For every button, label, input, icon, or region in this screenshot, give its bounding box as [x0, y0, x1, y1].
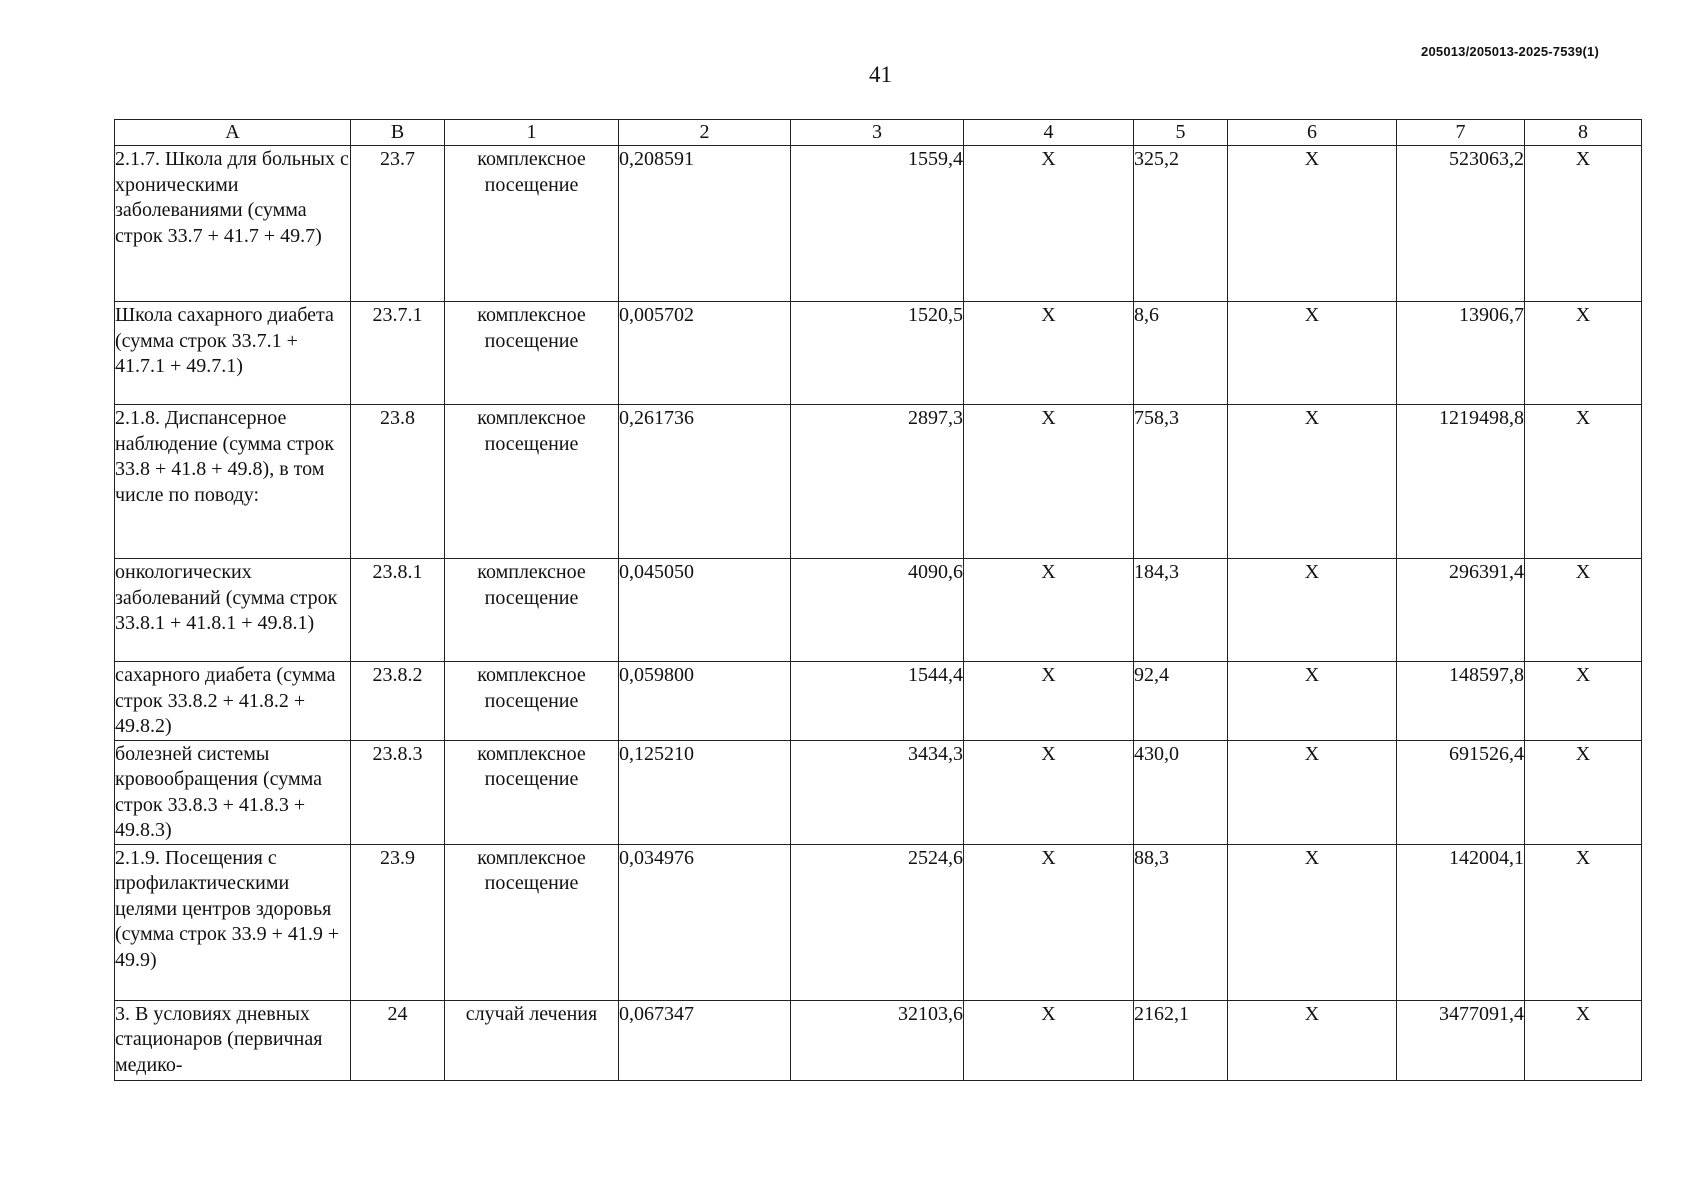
value-cell: 0,034976 [619, 844, 791, 1000]
value-cell: Х [964, 405, 1134, 559]
value-cell: 0,067347 [619, 1000, 791, 1080]
row-code: 23.8.1 [351, 559, 445, 662]
value-cell: 2897,3 [791, 405, 964, 559]
column-header: 2 [619, 120, 791, 146]
value-cell: 2524,6 [791, 844, 964, 1000]
value-cell: Х [1525, 662, 1642, 741]
value-cell: 88,3 [1134, 844, 1228, 1000]
row-label: 3. В условиях дневных стационаров (первичная медико- [115, 1000, 351, 1080]
value-cell: Х [1228, 1000, 1397, 1080]
value-cell: 3434,3 [791, 740, 964, 844]
row-label: Школа сахарного диабета (сумма строк 33.7.1 + 41.7.1 + 49.7.1) [115, 302, 351, 405]
value-cell: 1544,4 [791, 662, 964, 741]
value-cell: 758,3 [1134, 405, 1228, 559]
table-row [115, 1000, 1642, 1080]
row-label: 2.1.7. Школа для больных с хроническими заболеваниями (сумма строк 33.7 + 41.7 + 49.7) [115, 146, 351, 302]
table-row [115, 405, 1642, 559]
value-cell: Х [1228, 662, 1397, 741]
value-cell: 1559,4 [791, 146, 964, 302]
value-cell: 0,208591 [619, 146, 791, 302]
value-cell: 184,3 [1134, 559, 1228, 662]
column-header: А [115, 120, 351, 146]
value-cell: 325,2 [1134, 146, 1228, 302]
column-header: 5 [1134, 120, 1228, 146]
value-cell: 32103,6 [791, 1000, 964, 1080]
column-header: 8 [1525, 120, 1642, 146]
row-label: 2.1.8. Диспансерное наблюдение (сумма строк 33.8 + 41.8 + 49.8), в том числе по поводу: [115, 405, 351, 559]
row-label: болезней системы кровообращения (сумма строк 33.8.3 + 41.8.3 + 49.8.3) [115, 740, 351, 844]
column-header: В [351, 120, 445, 146]
value-cell: Х [964, 740, 1134, 844]
data-table [114, 119, 1642, 1081]
value-cell: 4090,6 [791, 559, 964, 662]
document-id: 205013/205013-2025-7539(1) [1421, 44, 1599, 59]
column-header: 7 [1397, 120, 1525, 146]
value-cell: 523063,2 [1397, 146, 1525, 302]
value-cell: 142004,1 [1397, 844, 1525, 1000]
unit-cell: комплексное посещение [445, 662, 619, 741]
row-code: 23.8.3 [351, 740, 445, 844]
unit-cell: случай лечения [445, 1000, 619, 1080]
value-cell: Х [1525, 405, 1642, 559]
value-cell: 1520,5 [791, 302, 964, 405]
value-cell: Х [1525, 302, 1642, 405]
value-cell: 0,059800 [619, 662, 791, 741]
value-cell: Х [1228, 405, 1397, 559]
value-cell: 0,045050 [619, 559, 791, 662]
row-code: 23.8 [351, 405, 445, 559]
table-header-row [115, 120, 1642, 146]
value-cell: Х [1228, 740, 1397, 844]
table-row [115, 146, 1642, 302]
unit-cell: комплексное посещение [445, 844, 619, 1000]
value-cell: Х [964, 1000, 1134, 1080]
row-code: 23.8.2 [351, 662, 445, 741]
value-cell: Х [1525, 844, 1642, 1000]
table-row [115, 559, 1642, 662]
value-cell: 430,0 [1134, 740, 1228, 844]
table-row [115, 740, 1642, 844]
row-code: 24 [351, 1000, 445, 1080]
row-code: 23.7.1 [351, 302, 445, 405]
row-code: 23.9 [351, 844, 445, 1000]
column-header: 4 [964, 120, 1134, 146]
row-code: 23.7 [351, 146, 445, 302]
column-header: 1 [445, 120, 619, 146]
row-label: сахарного диабета (сумма строк 33.8.2 + 41.8.2 + 49.8.2) [115, 662, 351, 741]
value-cell: 691526,4 [1397, 740, 1525, 844]
value-cell: 2162,1 [1134, 1000, 1228, 1080]
column-header: 6 [1228, 120, 1397, 146]
value-cell: Х [1228, 844, 1397, 1000]
value-cell: Х [1525, 740, 1642, 844]
value-cell: Х [1525, 1000, 1642, 1080]
value-cell: 0,005702 [619, 302, 791, 405]
value-cell: Х [1525, 559, 1642, 662]
value-cell: Х [1228, 146, 1397, 302]
value-cell: 8,6 [1134, 302, 1228, 405]
value-cell: Х [964, 662, 1134, 741]
unit-cell: комплексное посещение [445, 146, 619, 302]
column-header: 3 [791, 120, 964, 146]
value-cell: Х [964, 559, 1134, 662]
value-cell: 296391,4 [1397, 559, 1525, 662]
value-cell: 13906,7 [1397, 302, 1525, 405]
unit-cell: комплексное посещение [445, 740, 619, 844]
unit-cell: комплексное посещение [445, 405, 619, 559]
value-cell: Х [1228, 559, 1397, 662]
unit-cell: комплексное посещение [445, 559, 619, 662]
page-number: 41 [869, 62, 892, 87]
value-cell: Х [1525, 146, 1642, 302]
value-cell: 1219498,8 [1397, 405, 1525, 559]
value-cell: Х [964, 146, 1134, 302]
value-cell: Х [964, 302, 1134, 405]
value-cell: 3477091,4 [1397, 1000, 1525, 1080]
value-cell: Х [1228, 302, 1397, 405]
value-cell: 92,4 [1134, 662, 1228, 741]
value-cell: 148597,8 [1397, 662, 1525, 741]
table-row [115, 844, 1642, 1000]
value-cell: 0,261736 [619, 405, 791, 559]
row-label: онкологических заболеваний (сумма строк 33.8.1 + 41.8.1 + 49.8.1) [115, 559, 351, 662]
row-label: 2.1.9. Посещения с профилактическими целями центров здоровья (сумма строк 33.9 + 41.9 + 49.9) [115, 844, 351, 1000]
value-cell: 0,125210 [619, 740, 791, 844]
unit-cell: комплексное посещение [445, 302, 619, 405]
value-cell: Х [964, 844, 1134, 1000]
table-row [115, 302, 1642, 405]
table-row [115, 662, 1642, 741]
